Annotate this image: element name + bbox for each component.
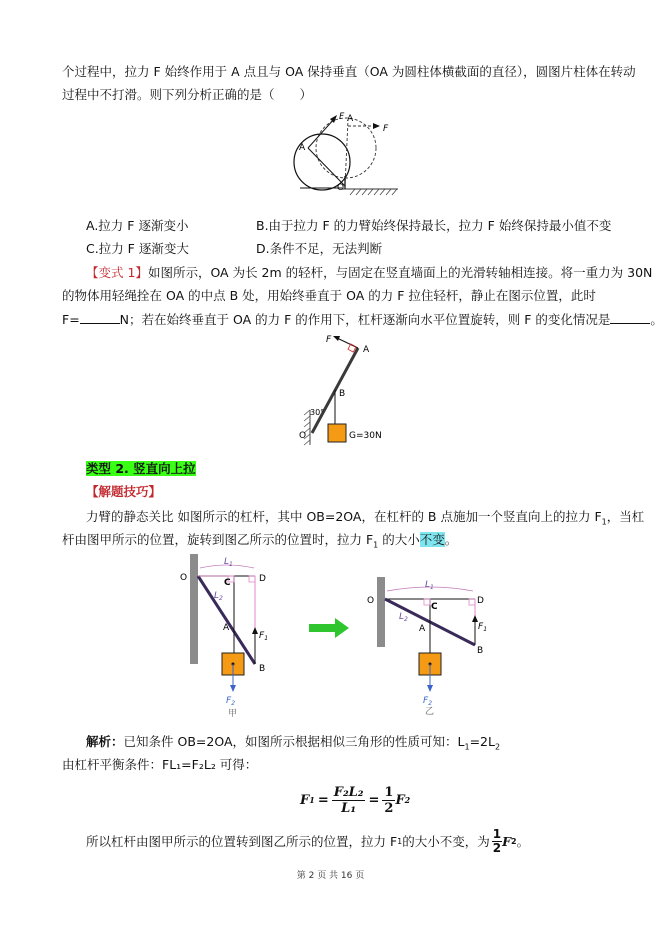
caption-yi: 乙 — [425, 707, 435, 717]
option-b: B.由于拉力 F 的力臂始终保持最长，拉力 F 始终保持最小值不变 — [256, 218, 612, 233]
fig2-a-label: A — [363, 345, 370, 355]
yi-f1-label: $F_1$ — [478, 622, 488, 633]
fig2-weight-label: G=30N — [349, 431, 382, 441]
jia-f1-label: $F_1$ — [259, 631, 269, 642]
variant-line-3: F= N；若在始终垂直于 OA 的力 F 的作用下，杠杆逐渐向水平位置旋转，则 F 的变化情况是 。 — [62, 312, 663, 327]
jia-o-label: O — [180, 573, 188, 583]
fig2-f-label: F — [326, 335, 332, 345]
formula: F 1 = $\frac{\text{F₂L₂}}{\text{L₁}}$ = $\frac{1}{2}$ F 2 — [300, 784, 411, 816]
yi-a-label: A — [419, 624, 426, 634]
lever-figure-jia — [180, 552, 290, 719]
cylinder-figure — [290, 106, 400, 196]
point-a2-label: A — [347, 114, 354, 124]
point-a-label: A — [299, 143, 306, 153]
force-label-2: F — [383, 124, 389, 134]
yi-c-label: C — [431, 602, 438, 612]
intro-line-1: 个过程中，拉力 F 始终作用于 A 点且与 OA 保持垂直（OA 为圆柱体横截面的直径），圆图片柱体在转动 — [62, 64, 636, 79]
caption-jia: 甲 — [228, 709, 238, 719]
yi-l1-label: $L_1$ — [425, 580, 434, 591]
jia-l1-label: $L_1$ — [224, 557, 233, 568]
yi-f2-label: $F_2$ — [423, 696, 433, 707]
variant-line-2: 的物体用轻绳拴在 OA 的中点 B 处，用始终垂直于 OA 的力 F 拉住轻杆，静止在图示位置，此时 — [62, 288, 596, 303]
option-c: C.拉力 F 逐渐变大 — [86, 241, 189, 256]
analysis-line-2: 由杠杆平衡条件：FL₁=F₂L₂ 可得： — [62, 757, 258, 772]
yi-d-label: D — [477, 596, 484, 606]
jia-l2-label: $L_2$ — [214, 591, 223, 602]
option-a: A.拉力 F 逐渐变小 — [86, 218, 189, 233]
conclusion: 所以杠杆由图甲所示的位置转到图乙所示的位置，拉力 F 1 的大小不变，为 1 2 F 2 。 — [86, 826, 530, 855]
jia-a-label: A — [223, 623, 230, 633]
para-line-1: 力臂的静态关比 如图所示的杠杆，其中 OB=2OA，在杠杆的 B 点施加一个竖直向上的拉力 $F_1$，当杠 — [86, 509, 645, 527]
highlight-unchanged: 不变 — [419, 532, 445, 547]
jia-c-label: C — [224, 578, 231, 588]
fig2-o-label: O — [299, 431, 307, 441]
variant-line-1: 【变式 1】如图所示，OA 为长 2m 的轻杆，与固定在竖直墙面上的光滑转轴相连接。将一重力为 30N — [86, 265, 653, 280]
jia-f2-label: $F_2$ — [226, 696, 236, 707]
blank-1 — [80, 311, 120, 324]
jia-d-label: D — [259, 574, 266, 584]
option-d: D.条件不足，无法判断 — [256, 241, 383, 256]
type2-title: 类型 2. 竖直向上拉 — [86, 461, 196, 476]
page-footer: 第 2 页 共 16 页 — [296, 871, 365, 881]
transition-arrow-icon — [307, 617, 351, 639]
analysis-line-1: 解析：已知条件 OB=2OA，如图所示根据相似三角形的性质可知：$L_1=2L_2$ — [86, 734, 501, 752]
yi-o-label: O — [367, 596, 375, 606]
force-label: F — [339, 112, 345, 122]
yi-l2-label: $L_2$ — [399, 612, 408, 623]
lever-wall-figure — [296, 330, 396, 450]
skill-heading: 【解题技巧】 — [86, 484, 162, 499]
para-line-2: 杆由图甲所示的位置，旋转到图乙所示的位置时，拉力 $F_1$ 的大小不变。 — [62, 532, 458, 550]
variant-tag: 【变式 1】 — [86, 265, 148, 280]
point-o-label: O — [337, 183, 345, 193]
lever-figure-yi — [365, 575, 495, 715]
jia-b-label: B — [259, 664, 266, 674]
intro-line-2: 过程中不打滑。则下列分析正确的是（ ） — [62, 87, 313, 102]
blank-2 — [610, 311, 650, 324]
yi-b-label: B — [477, 646, 484, 656]
fig2-angle-label: 30° — [310, 408, 325, 417]
fig2-b-label: B — [339, 389, 346, 399]
